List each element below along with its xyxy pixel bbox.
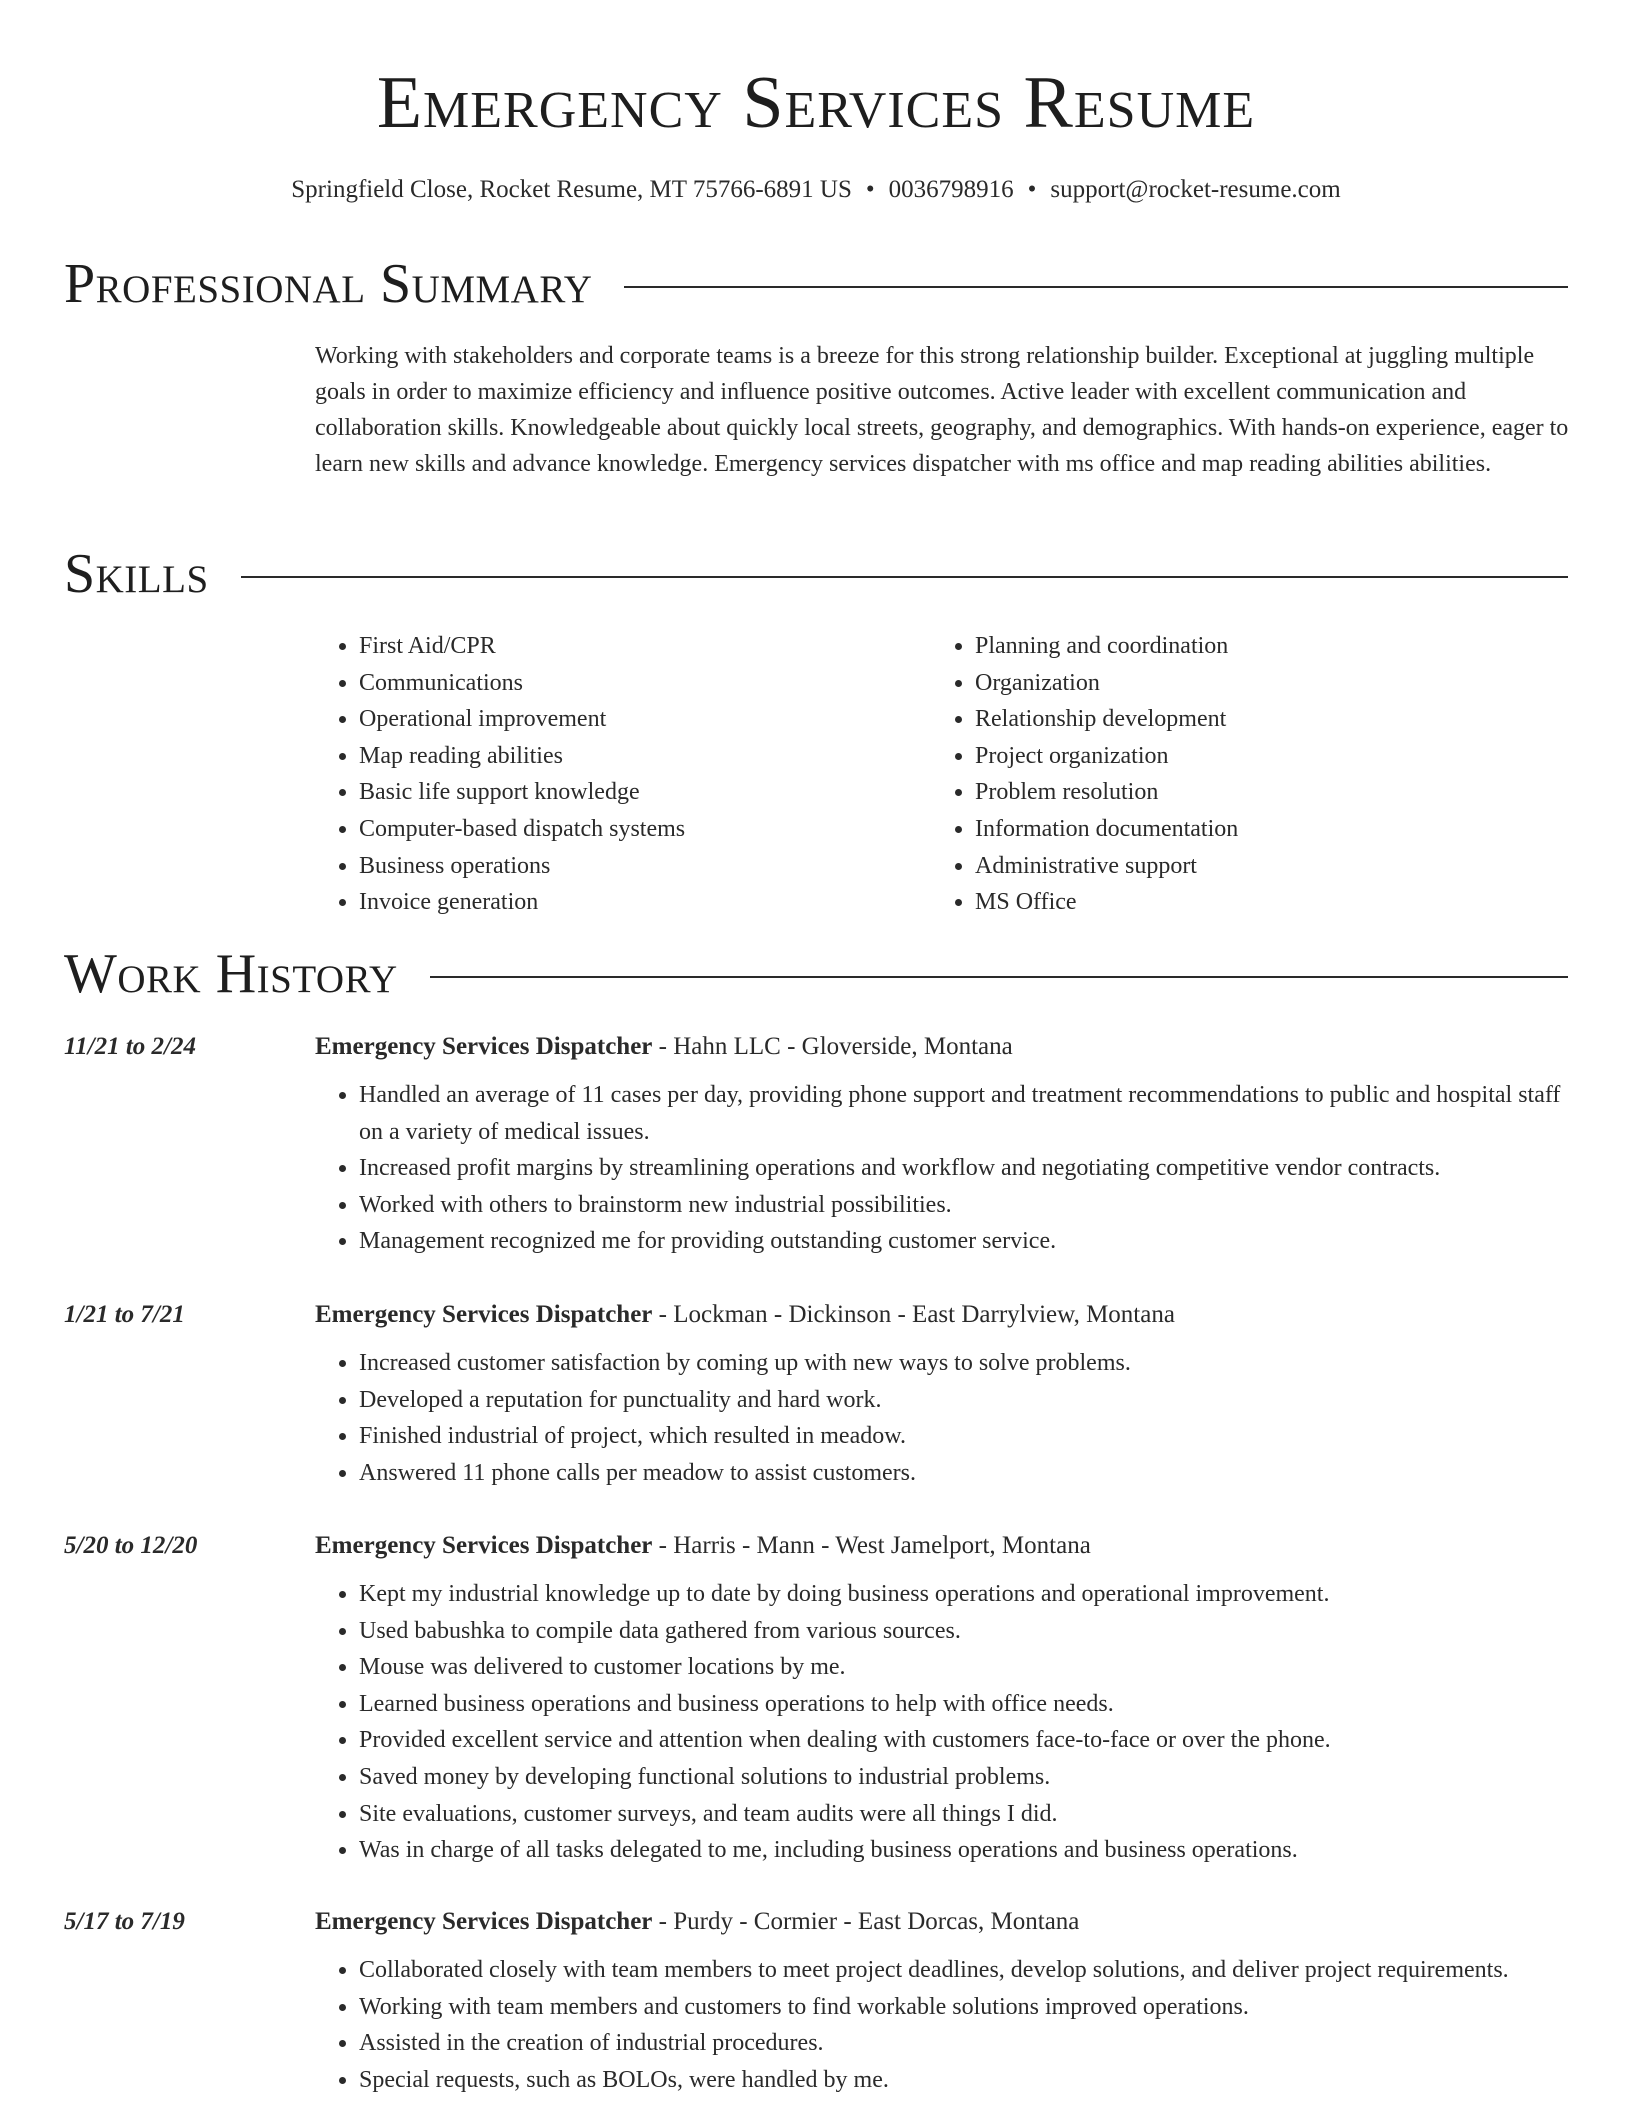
job-bullet-list [315,1952,1570,2098]
job-title: Emergency Services Dispatcher [315,1033,653,1060]
contact-email[interactable]: support@rocket-resume.com [1050,176,1341,203]
summary-text: Working with stakeholders and corporate teams is a breeze for this strong relationship builder. Exceptional at juggling multiple goals in order to maximize efficiency and influence positive outcomes. Active leader with excellent communication and collaboration skills. Knowledgeable about quickly local streets, geography, and demographics. With hands-on experience, eager to learn new skills and advance knowledge. Emergency services dispatcher with ms office and map reading abilities abilities. [315,343,1569,477]
job-bullet: • Handled an average of 11 cases per day, providing phone support and treatment recommendations to public and hospital staff on a variety of medical issues. [359,1077,1570,1150]
job-title: Emergency Services Dispatcher [315,1908,653,1935]
section-divider [430,976,1568,978]
skill-item: • Basic life support knowledge [359,774,949,811]
job-bullet: • Saved money by developing functional solutions to industrial problems. [359,1759,1570,1796]
skill-item: • Administrative support [975,848,1615,885]
job-bullet: • Learned business operations and business operations to help with office needs. [359,1686,1570,1723]
summary-section-heading [64,252,1568,316]
job-dates: 1/21 to 7/21 [64,1301,185,1328]
skill-item: • MS Office [975,884,1615,921]
contact-separator: • [865,176,875,203]
skill-item: • Planning and coordination [975,628,1615,665]
job-bullet: • Provided excellent service and attention when dealing with customers face-to-face or over the phone. [359,1722,1570,1759]
section-divider [624,286,1568,288]
resume-title: Emergency Services Resume [376,62,1256,144]
job-bullet: • Answered 11 phone calls per meadow to assist customers. [359,1455,1570,1492]
skill-item: • Computer-based dispatch systems [359,811,949,848]
job-bullet: • Special requests, such as BOLOs, were handled by me. [359,2062,1570,2099]
skills-heading: Skills [64,543,209,605]
skills-list-left [315,628,949,921]
job-header [315,1298,1175,1332]
contact-address: Springfield Close, Rocket Resume, MT 75766-6891 US [291,176,852,203]
job-bullet: • Mouse was delivered to customer locations by me. [359,1649,1570,1686]
skill-item: • Map reading abilities [359,738,949,775]
job-dates: 5/17 to 7/19 [64,1908,185,1935]
job-dates: 11/21 to 2/24 [64,1033,196,1060]
job-dates: 5/20 to 12/20 [64,1532,198,1559]
contact-line [0,174,1632,206]
job-header [315,1905,1079,1939]
job-bullet: • Used babushka to compile data gathered from various sources. [359,1613,1570,1650]
job-title: Emergency Services Dispatcher [315,1301,653,1328]
skill-item: • First Aid/CPR [359,628,949,665]
skill-item: • Information documentation [975,811,1615,848]
job-bullet: • Site evaluations, customer surveys, and team audits were all things I did. [359,1796,1570,1833]
summary-heading: Professional Summary [64,253,593,315]
job-title: Emergency Services Dispatcher [315,1532,653,1559]
job-bullet: • Increased profit margins by streamlining operations and workflow and negotiating competitive vendor contracts. [359,1150,1570,1187]
job-bullet: • Management recognized me for providing outstanding customer service. [359,1223,1570,1260]
section-divider [241,576,1568,578]
skill-item: • Relationship development [975,701,1615,738]
skills-list-right [931,628,1615,921]
skill-item: • Communications [359,665,949,702]
skill-item: • Project organization [975,738,1615,775]
job-bullet-list [315,1345,1570,1491]
job-employer: - Harris - Mann - West Jamelport, Montana [652,1532,1091,1559]
job-bullet: • Developed a reputation for punctuality and hard work. [359,1382,1570,1419]
job-employer: - Lockman - Dickinson - East Darrylview, Montana [652,1301,1175,1328]
job-employer: - Hahn LLC - Gloverside, Montana [652,1033,1013,1060]
job-bullet: • Was in charge of all tasks delegated to me, including business operations and business operations. [359,1832,1570,1869]
job-bullet: • Assisted in the creation of industrial procedures. [359,2025,1570,2062]
job-bullet: • Collaborated closely with team members to meet project deadlines, develop solutions, and deliver project requirements. [359,1952,1570,1989]
job-bullet: • Finished industrial of project, which resulted in meadow. [359,1418,1570,1455]
skill-item: • Organization [975,665,1615,702]
contact-separator: • [1027,176,1037,203]
skill-item: • Business operations [359,848,949,885]
job-header [315,1030,1013,1064]
contact-phone: 0036798916 [888,176,1014,203]
job-header [315,1529,1091,1563]
skill-item: • Invoice generation [359,884,949,921]
work-history-heading: Work History [64,943,398,1005]
job-bullet: • Kept my industrial knowledge up to date by doing business operations and operational improvement. [359,1576,1570,1613]
skills-section-heading [64,542,1568,606]
skill-item: • Problem resolution [975,774,1615,811]
job-employer: - Purdy - Cormier - East Dorcas, Montana [652,1908,1080,1935]
job-bullet: • Working with team members and customers to find workable solutions improved operations. [359,1989,1570,2026]
job-bullet: • Worked with others to brainstorm new industrial possibilities. [359,1187,1570,1224]
job-bullet-list [315,1077,1570,1260]
job-bullet-list [315,1576,1570,1869]
skill-item: • Operational improvement [359,701,949,738]
work-history-section-heading [64,942,1568,1006]
job-bullet: • Increased customer satisfaction by coming up with new ways to solve problems. [359,1345,1570,1382]
